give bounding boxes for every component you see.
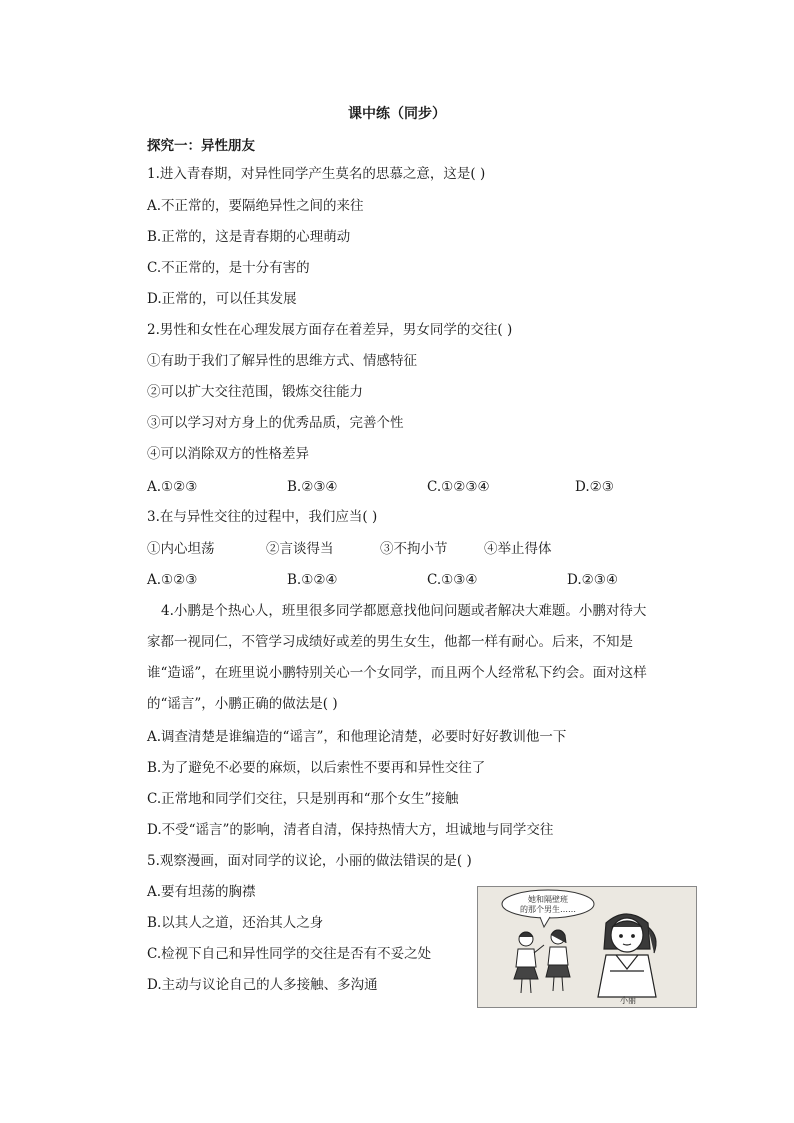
q4-stem: 4.小鹏是个热心人，班里很多同学都愿意找他问问题或者解决大难题。小鹏对待大家都一视同仁，不管学习成绩好或差的男生女生，他都一样有耐心。后来，不知是谁“造谣”，在班里说小鹏特别关心一个女同学，而且两个人经常私下约会。面对这样的“谣言”，小鹏正确的做法是( )	[147, 603, 647, 712]
q1-option-c: C.不正常的，是十分有害的	[147, 260, 310, 276]
q3-stem: 3.在与异性交往的过程中，我们应当( )	[147, 509, 378, 525]
cartoon-illustration	[477, 886, 697, 1008]
cartoon-drawing	[478, 887, 696, 1007]
q4-option-b: B.为了避免不必要的麻烦，以后索性不要再和异性交往了	[147, 760, 486, 776]
xiaoli-figure	[598, 914, 656, 997]
q3-option-d: D.②③④	[567, 572, 618, 588]
q1-stem: 1.进入青春期，对异性同学产生莫名的思慕之意，这是( )	[147, 166, 486, 182]
bubble-text-line-2: 的那个男生……	[520, 905, 576, 914]
q4-option-a: A.调查清楚是谁编造的“谣言”，和他理论清楚，必要时好好教训他一下	[147, 729, 567, 745]
q1-option-d: D.正常的，可以任其发展	[147, 291, 297, 307]
q2-option-b: B.②③④	[287, 479, 338, 495]
bubble-text-line-1: 她和隔壁班	[528, 895, 568, 904]
q2-option-d: D.②③	[575, 479, 614, 495]
q5-option-d: D.主动与议论自己的人多接触、多沟通	[147, 977, 378, 993]
page-title: 课中练（同步）	[348, 106, 446, 122]
q2-item-4: ④可以消除双方的性格差异	[147, 446, 309, 462]
q2-item-2: ②可以扩大交往范围，锻炼交往能力	[147, 384, 363, 400]
gossiping-girl-right	[546, 930, 570, 991]
q4-option-c: C.正常地和同学们交往，只是别再和“那个女生”接触	[147, 791, 459, 807]
gossiping-girl-left	[514, 932, 544, 993]
q3-option-b: B.①②④	[287, 572, 338, 588]
q3-item-2: ②言谈得当	[266, 541, 334, 557]
q5-option-b: B.以其人之道，还治其人之身	[147, 915, 324, 931]
section-heading: 探究一：异性朋友	[147, 138, 255, 154]
q3-item-1: ①内心坦荡	[147, 541, 215, 557]
q3-item-4: ④举止得体	[484, 541, 552, 557]
q2-item-3: ③可以学习对方身上的优秀品质，完善个性	[147, 415, 404, 431]
q5-stem: 5.观察漫画，面对同学的议论，小丽的做法错误的是( )	[147, 853, 472, 869]
q2-stem: 2.男性和女性在心理发展方面存在着差异，男女同学的交往( )	[147, 322, 513, 338]
xiaoli-name-label: 小丽	[620, 996, 636, 1005]
q3-option-c: C.①③④	[427, 572, 478, 588]
q4-option-d: D.不受“谣言”的影响，清者自清，保持热情大方，坦诚地与同学交往	[147, 822, 554, 838]
q1-option-b: B.正常的，这是青春期的心理萌动	[147, 229, 351, 245]
q2-option-a: A.①②③	[147, 479, 198, 495]
q1-option-a: A.不正常的，要隔绝异性之间的来往	[147, 198, 364, 214]
q5-option-a: A.要有坦荡的胸襟	[147, 884, 256, 900]
q2-option-c: C.①②③④	[427, 479, 490, 495]
speech-bubble-tail	[540, 917, 550, 927]
q5-option-c: C.检视下自己和异性同学的交往是否有不妥之处	[147, 946, 432, 962]
q3-item-3: ③不拘小节	[380, 541, 448, 557]
q3-option-a: A.①②③	[147, 572, 198, 588]
q2-item-1: ①有助于我们了解异性的思维方式、情感特征	[147, 353, 417, 369]
